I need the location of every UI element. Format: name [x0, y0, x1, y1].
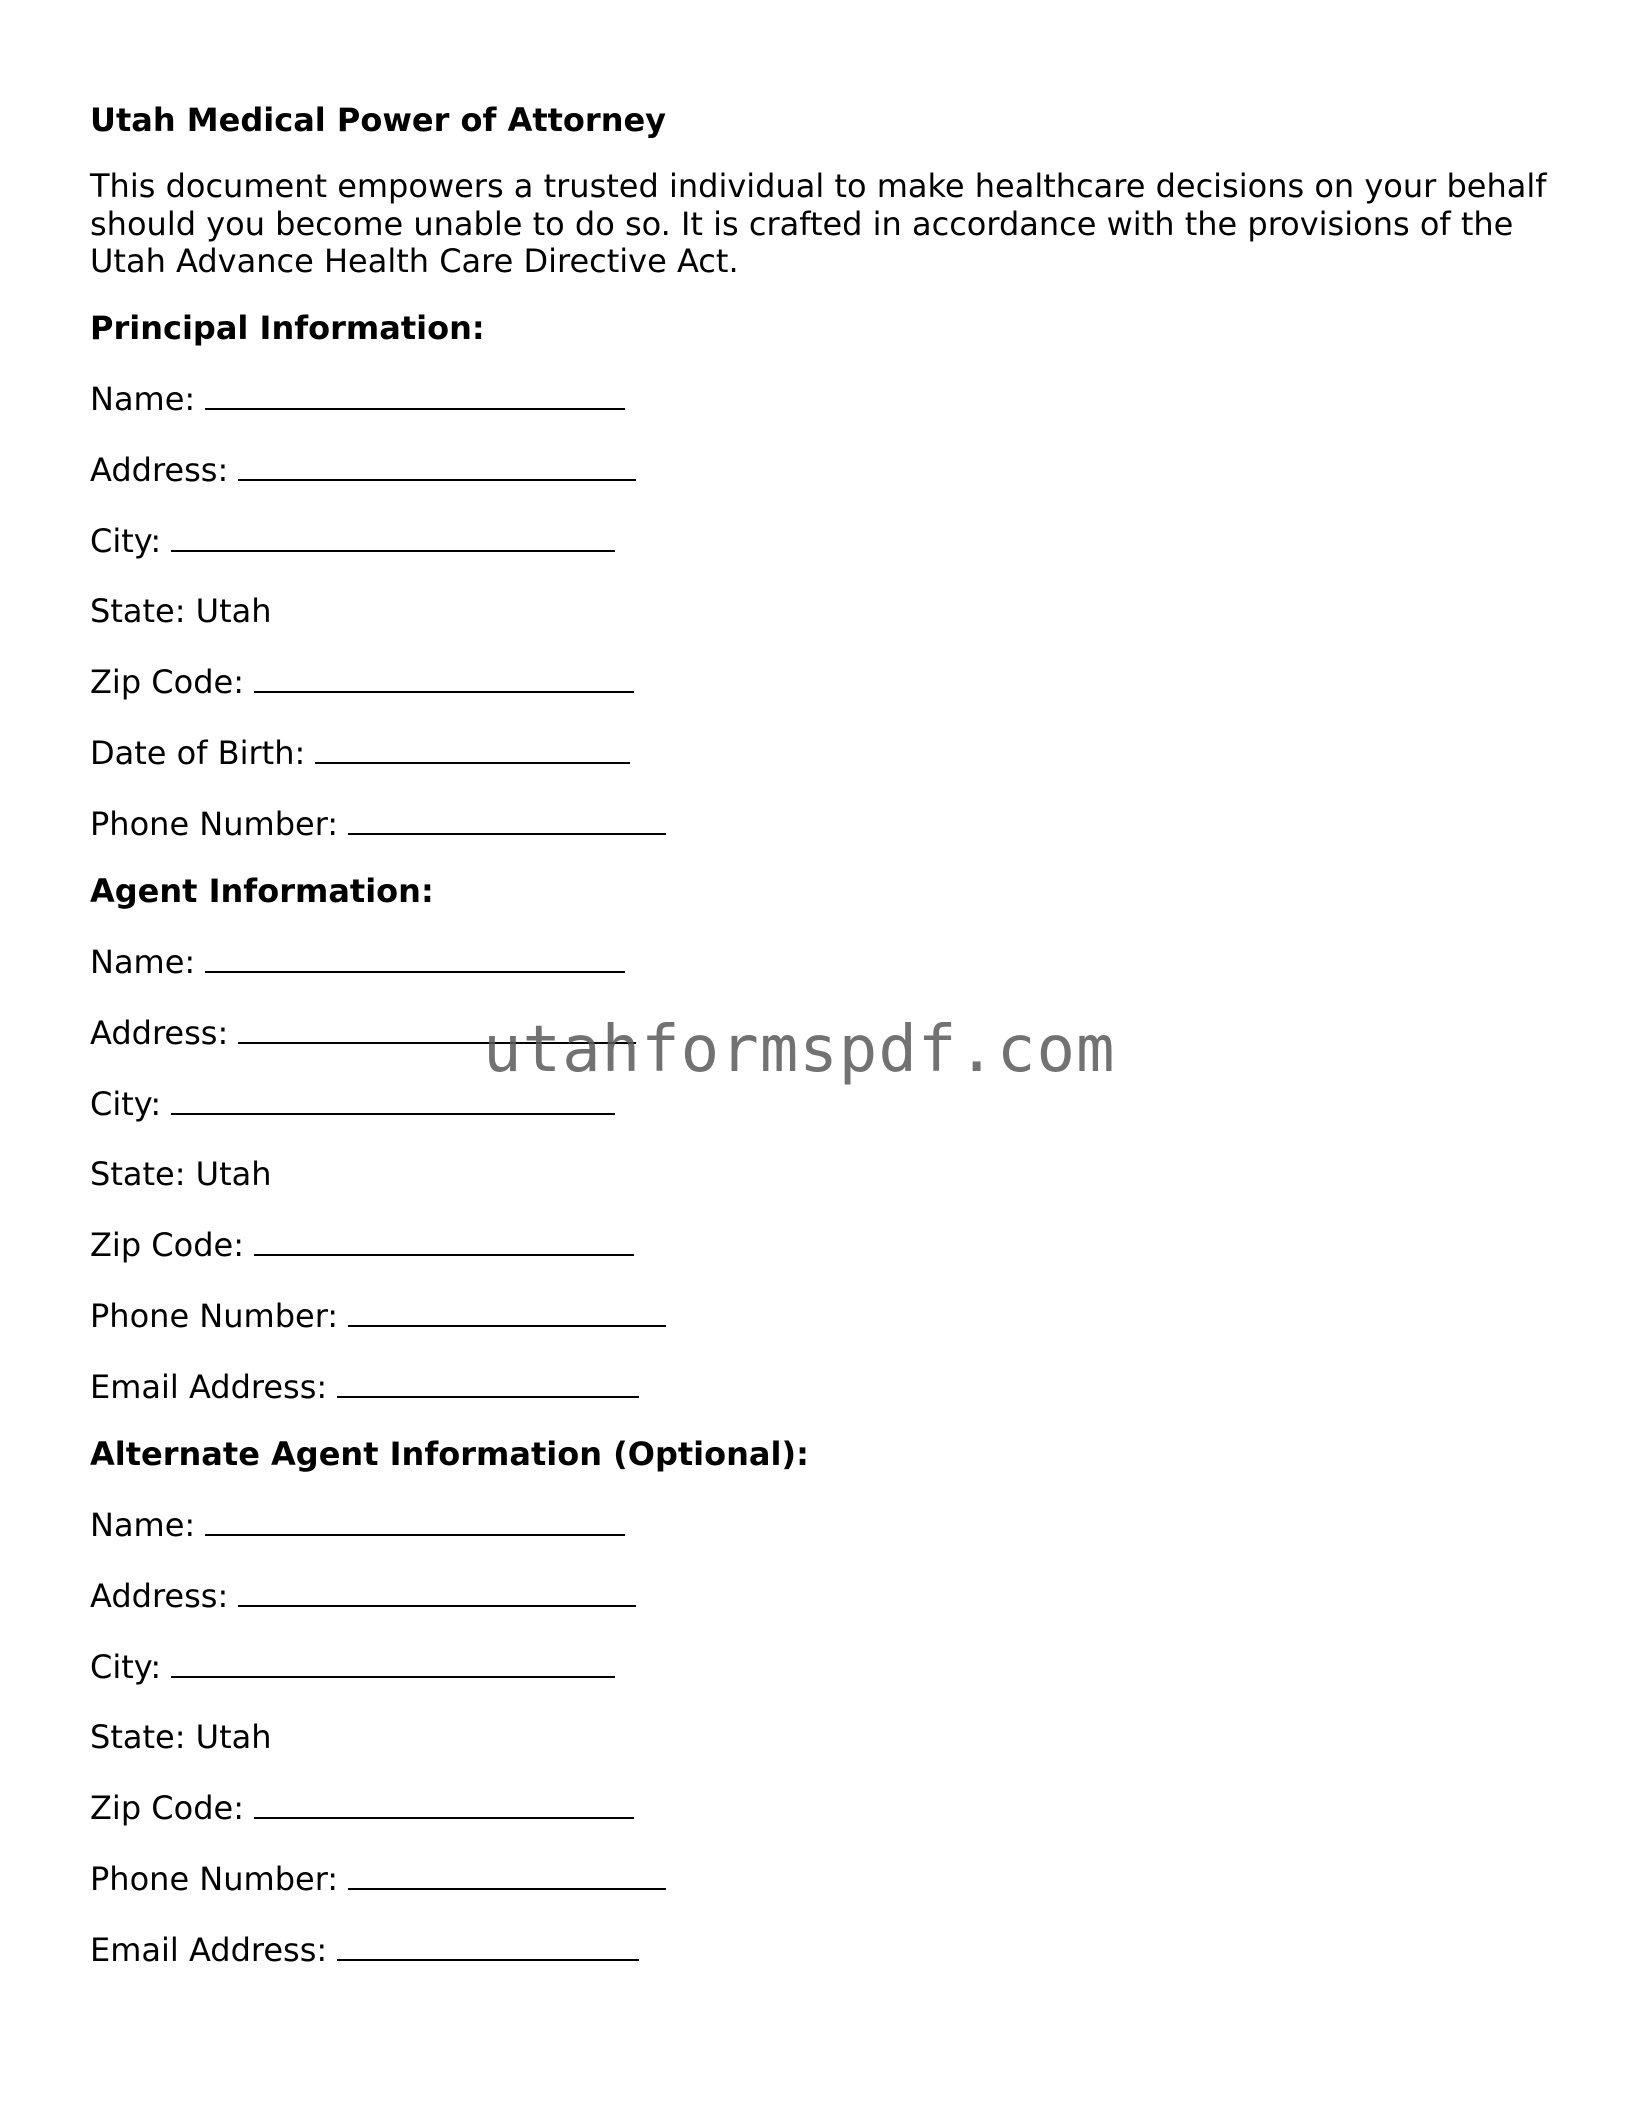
alternate-agent-state-label: State: Utah: [90, 1717, 272, 1756]
agent-zip-label: Zip Code:: [90, 1225, 244, 1264]
alternate-agent-email-field: [90, 1929, 1550, 1970]
agent-email-blank[interactable]: [337, 1366, 639, 1398]
principal-address-blank[interactable]: [238, 449, 636, 481]
document-title: Utah Medical Power of Attorney: [90, 101, 667, 139]
alternate-agent-address-label: Address:: [90, 1576, 229, 1615]
watermark-text: utahformspdf.com: [483, 1013, 1116, 1087]
alternate-agent-name-blank[interactable]: [205, 1504, 625, 1536]
agent-city-field: [90, 1083, 1550, 1124]
alternate-agent-zip-label: Zip Code:: [90, 1788, 244, 1827]
alternate-agent-phone-label: Phone Number:: [90, 1859, 339, 1898]
principal-address-label: Address:: [90, 450, 229, 489]
agent-phone-field: [90, 1295, 1550, 1336]
principal-city-field: [90, 520, 1550, 561]
principal-state-label: State: Utah: [90, 591, 272, 630]
alternate-agent-city-blank[interactable]: [171, 1646, 615, 1678]
principal-dob-field: [90, 732, 1550, 773]
agent-heading: Agent Information:: [90, 871, 434, 910]
principal-name-field: [90, 378, 1550, 419]
principal-phone-label: Phone Number:: [90, 804, 339, 843]
alternate-agent-name-label: Name:: [90, 1505, 196, 1544]
principal-phone-field: [90, 803, 1550, 844]
alternate-agent-address-blank[interactable]: [238, 1575, 636, 1607]
principal-phone-blank[interactable]: [348, 803, 666, 835]
alternate-agent-email-blank[interactable]: [337, 1929, 639, 1961]
alternate-agent-email-label: Email Address:: [90, 1930, 328, 1969]
agent-zip-field: [90, 1224, 1550, 1265]
principal-zip-blank[interactable]: [254, 661, 634, 693]
alternate-agent-phone-field: [90, 1858, 1550, 1899]
agent-zip-blank[interactable]: [254, 1224, 634, 1256]
agent-email-field: [90, 1366, 1550, 1407]
principal-dob-blank[interactable]: [315, 732, 630, 764]
principal-address-field: [90, 449, 1550, 490]
agent-name-field: [90, 941, 1550, 982]
agent-name-blank[interactable]: [205, 941, 625, 973]
principal-state-field: [90, 591, 1550, 631]
principal-dob-label: Date of Birth:: [90, 733, 306, 772]
alternate-agent-heading: Alternate Agent Information (Optional):: [90, 1434, 809, 1473]
principal-zip-field: [90, 661, 1550, 702]
alternate-agent-name-field: [90, 1504, 1550, 1545]
agent-state-field: [90, 1154, 1550, 1194]
alternate-agent-address-field: [90, 1575, 1550, 1616]
alternate-agent-state-field: [90, 1717, 1550, 1757]
agent-phone-blank[interactable]: [348, 1295, 666, 1327]
alternate-agent-city-field: [90, 1646, 1550, 1687]
agent-city-label: City:: [90, 1084, 162, 1123]
alternate-agent-phone-blank[interactable]: [348, 1858, 666, 1890]
alternate-agent-zip-field: [90, 1787, 1550, 1828]
document-intro: This document empowers a trusted individual to make healthcare decisions on your behalf should you become unable to do so. It is crafted in accordance with the provisions of the Utah Advance Health Care Directive Act.: [90, 167, 1547, 280]
principal-heading: Principal Information:: [90, 308, 485, 347]
agent-name-label: Name:: [90, 942, 196, 981]
agent-phone-label: Phone Number:: [90, 1296, 339, 1335]
alternate-agent-city-label: City:: [90, 1647, 162, 1686]
agent-email-label: Email Address:: [90, 1367, 328, 1406]
alternate-agent-zip-blank[interactable]: [254, 1787, 634, 1819]
principal-name-blank[interactable]: [205, 378, 625, 410]
principal-city-blank[interactable]: [171, 520, 615, 552]
agent-address-label: Address:: [90, 1013, 229, 1052]
principal-zip-label: Zip Code:: [90, 662, 244, 701]
agent-state-label: State: Utah: [90, 1154, 272, 1193]
principal-city-label: City:: [90, 521, 162, 560]
principal-name-label: Name:: [90, 379, 196, 418]
